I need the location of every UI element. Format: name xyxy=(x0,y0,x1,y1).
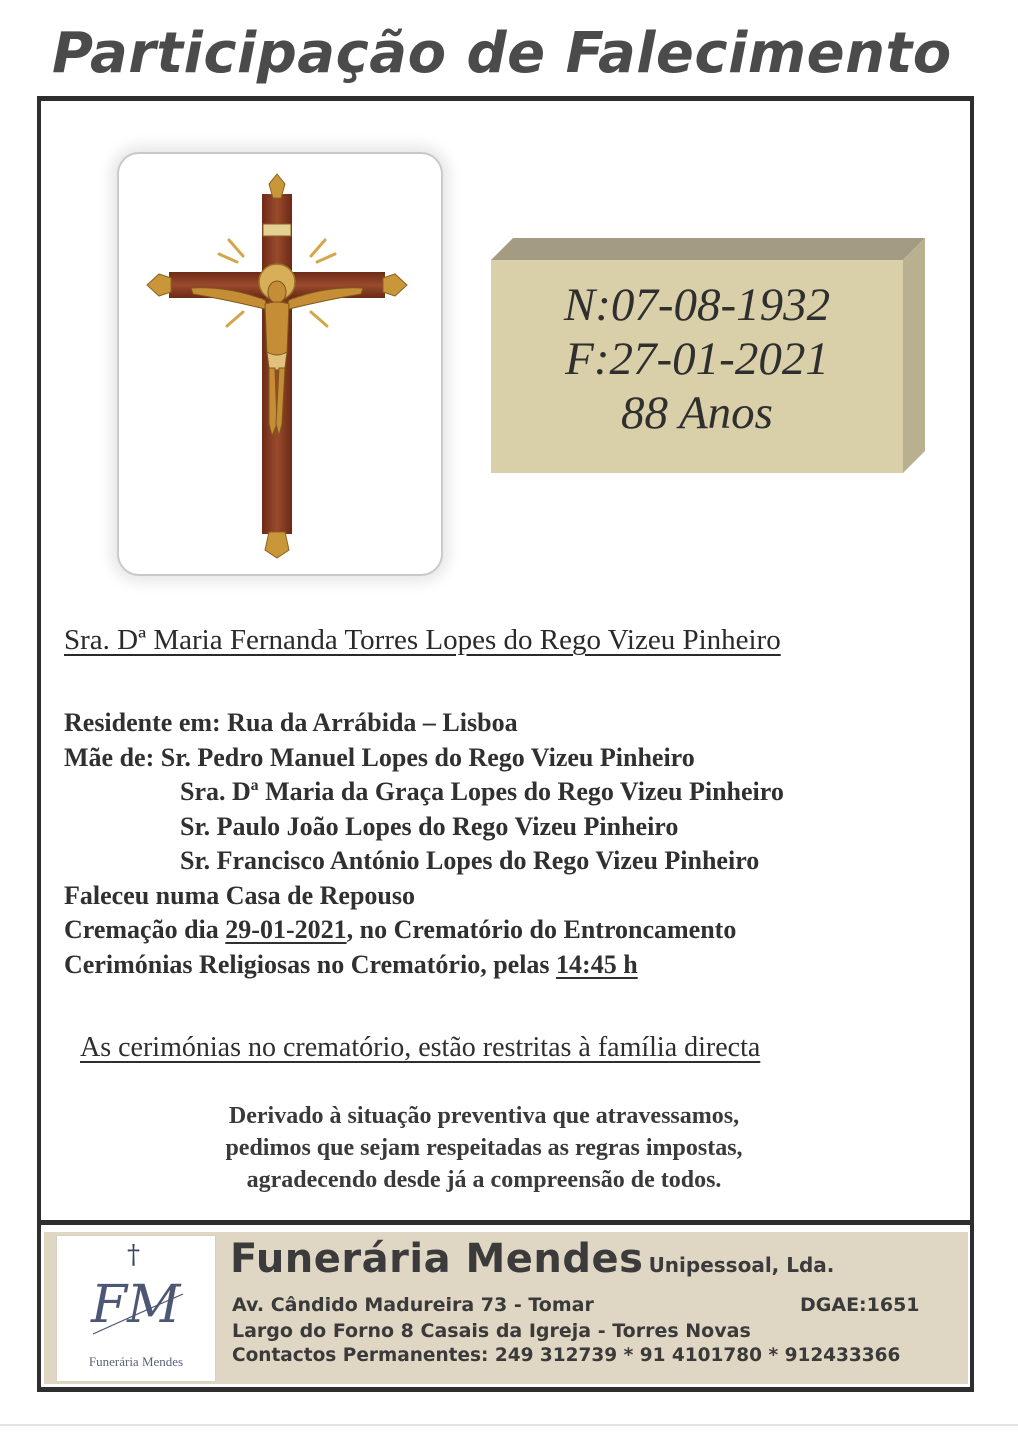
notice-line: pedimos que sejam respeitadas as regras impostas, xyxy=(225,1135,743,1161)
ceremony-time: 14:45 h xyxy=(556,949,638,979)
cremation-line xyxy=(64,913,964,948)
dgae-number: DGAE:1651 xyxy=(800,1294,920,1316)
funeral-home-title: Funerária Mendes xyxy=(230,1236,644,1282)
svg-text:FM: FM xyxy=(91,1275,181,1335)
ceremony-prefix: Cerimónias Religiosas no Crematório, pelas xyxy=(64,949,557,979)
child-line-3: Sr. Paulo João Lopes do Rego Vizeu Pinheiro xyxy=(180,811,679,841)
crucifix-icon xyxy=(119,154,441,574)
funeral-home-logo xyxy=(56,1235,216,1382)
notice-line: agradecendo desde já a compreensão de todos. xyxy=(246,1167,722,1193)
dates-plaque xyxy=(491,238,925,473)
cremation-prefix: Cremação dia xyxy=(64,915,226,944)
page-edge xyxy=(0,1424,1018,1426)
crucifix-card xyxy=(117,152,443,576)
deceased-name: Sra. Dª Maria Fernanda Torres Lopes do Rego Vizeu Pinheiro xyxy=(64,624,781,656)
notice-line: Derivado à situação preventiva que atravessamos, xyxy=(228,1103,740,1129)
ceremony-line xyxy=(64,948,964,983)
child-name: Sr. Pedro Manuel Lopes do Rego Vizeu Pinheiro xyxy=(160,742,695,772)
child-line-2: Sra. Dª Maria da Graça Lopes do Rego Vizeu Pinheiro xyxy=(180,777,784,806)
birth-date: N:07-08-1932 xyxy=(563,279,831,331)
cremation-date: 29-01-2021 xyxy=(225,915,347,944)
logo-caption: Funerária Mendes xyxy=(88,1354,184,1369)
mother-of-label: Mãe de: xyxy=(64,742,155,772)
death-date: F:27-01-2021 xyxy=(565,333,829,385)
restriction-notice: As cerimónias no crematório, estão restritas à família directa xyxy=(80,1032,761,1063)
address-torres-novas: Largo do Forno 8 Casais da Igreja - Torres Novas xyxy=(232,1320,751,1342)
page-title: Participação de Falecimento xyxy=(52,21,952,86)
child-line-4: Sr. Francisco António Lopes do Rego Vizeu Pinheiro xyxy=(180,846,760,875)
age: 88 Anos xyxy=(621,387,773,439)
footer-divider xyxy=(37,1220,974,1225)
company-type: Unipessoal, Lda. xyxy=(648,1253,835,1277)
child-line-1 xyxy=(64,741,964,776)
place-of-death: Faleceu numa Casa de Repouso xyxy=(64,880,416,910)
address-tomar: Av. Cândido Madureira 73 - Tomar xyxy=(232,1294,594,1316)
cremation-place: , no Crematório do Entroncamento xyxy=(346,915,737,944)
contacts: Contactos Permanentes: 249 312739 * 91 4101780 * 912433366 xyxy=(232,1345,901,1366)
monogram-icon xyxy=(87,1274,187,1350)
residence: Residente em: Rua da Arrábida – Lisboa xyxy=(64,708,518,737)
funeral-home-name xyxy=(230,1236,834,1282)
logo-cross-icon: † xyxy=(127,1240,140,1270)
obituary-details xyxy=(64,706,964,982)
covid-notice xyxy=(150,1100,818,1196)
